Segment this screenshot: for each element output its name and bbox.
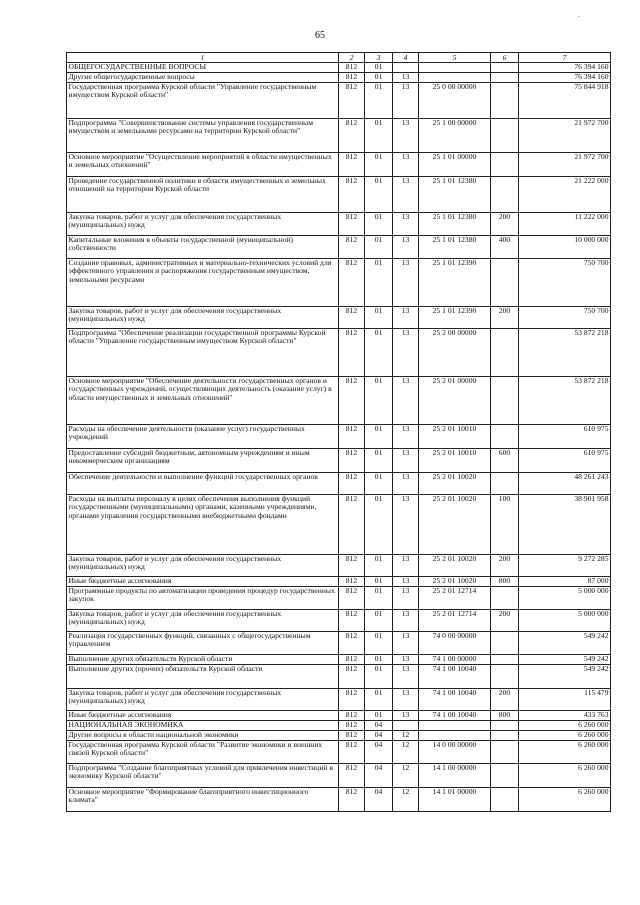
table-row [67, 787, 611, 811]
row-section-code: 01 [365, 152, 393, 176]
row-expense-type-code: 100 [491, 494, 519, 554]
row-amount: 115 479 [519, 688, 611, 710]
row-section-code: 01 [365, 82, 393, 118]
row-amount: 38 901 958 [519, 494, 611, 554]
row-amount: 549 242 [519, 654, 611, 664]
row-section-code: 04 [365, 763, 393, 787]
row-name: Иные бюджетные ассигнования [67, 710, 339, 720]
row-name: Государственная программа Курской области "Развитие экономики и внешних связей Курской области" [67, 740, 339, 763]
row-ministry-code: 812 [339, 424, 365, 448]
row-subsection-code: 13 [393, 609, 419, 631]
row-name: Программные продукты по автоматизации проведения процедур государственных закупок [67, 586, 339, 609]
row-subsection-code: 13 [393, 710, 419, 720]
row-amount: 610 975 [519, 448, 611, 472]
row-ministry-code: 812 [339, 787, 365, 811]
row-section-code: 04 [365, 720, 393, 730]
row-name: Выполнение других (прочих) обязательств Курской области [67, 664, 339, 688]
row-name: Расходы на обеспечение деятельности (оказание услуг) государственных учреждений [67, 424, 339, 448]
row-section-code: 01 [365, 554, 393, 576]
row-subsection-code: 13 [393, 118, 419, 152]
row-subsection-code: 12 [393, 787, 419, 811]
column-number: 1 [67, 53, 339, 63]
row-subsection-code [393, 720, 419, 730]
corner-mark: . [578, 10, 580, 19]
row-target-code: 25 1 01 12390 [419, 306, 491, 328]
row-amount: 48 261 243 [519, 472, 611, 494]
row-name: Закупка товаров, работ и услуг для обеспечения государственных (муниципальных) нужд [67, 609, 339, 631]
row-subsection-code: 13 [393, 376, 419, 424]
row-expense-type-code [491, 82, 519, 118]
column-number: 6 [491, 53, 519, 63]
row-expense-type-code [491, 424, 519, 448]
row-subsection-code: 13 [393, 306, 419, 328]
row-target-code: 74 1 00 10040 [419, 710, 491, 720]
row-expense-type-code [491, 664, 519, 688]
row-expense-type-code [491, 740, 519, 763]
row-target-code: 25 2 01 10020 [419, 494, 491, 554]
row-name: Подпрограмма "Обеспечение реализации государственной программы Курской области "Управление государственным имуществом Курской области" [67, 328, 339, 376]
row-ministry-code: 812 [339, 72, 365, 82]
row-name: Закупка товаров, работ и услуг для обеспечения государственных (муниципальных) нужд [67, 554, 339, 576]
row-target-code: 25 2 01 10010 [419, 448, 491, 472]
row-name: Государственная программа Курской области "Управление государственным имуществом Курской области" [67, 82, 339, 118]
row-ministry-code: 812 [339, 306, 365, 328]
row-expense-type-code: 200 [491, 306, 519, 328]
row-target-code [419, 63, 491, 73]
table-row [67, 63, 611, 73]
row-ministry-code: 812 [339, 472, 365, 494]
table-row [67, 82, 611, 118]
table-row [67, 554, 611, 576]
row-amount: 6 260 000 [519, 740, 611, 763]
row-section-code: 01 [365, 654, 393, 664]
row-section-code: 01 [365, 306, 393, 328]
row-ministry-code: 812 [339, 212, 365, 235]
page-number: 65 [315, 30, 325, 41]
row-target-code: 74 1 00 00000 [419, 654, 491, 664]
row-subsection-code: 12 [393, 740, 419, 763]
row-name: Основное мероприятие "Осуществление мероприятий в области имущественных и земельных отношений" [67, 152, 339, 176]
row-ministry-code: 812 [339, 118, 365, 152]
row-ministry-code: 812 [339, 176, 365, 212]
row-amount: 750 700 [519, 306, 611, 328]
row-expense-type-code: 200 [491, 554, 519, 576]
row-ministry-code: 812 [339, 258, 365, 306]
row-amount: 610 975 [519, 424, 611, 448]
row-target-code: 25 1 01 12380 [419, 176, 491, 212]
row-target-code: 14 1 01 00000 [419, 787, 491, 811]
row-target-code: 25 2 01 00000 [419, 376, 491, 424]
row-target-code: 25 1 01 12380 [419, 212, 491, 235]
row-name: Подпрограмма "Совершенствование системы управления государственным имуществом и земельными ресурсами на территории Курской области" [67, 118, 339, 152]
row-target-code: 25 0 00 00000 [419, 82, 491, 118]
row-name: Подпрограмма "Создание благоприятных условий для привлечения инвестиций в экономику Курской области" [67, 763, 339, 787]
row-subsection-code: 13 [393, 688, 419, 710]
row-section-code: 01 [365, 118, 393, 152]
row-expense-type-code [491, 72, 519, 82]
row-ministry-code: 812 [339, 235, 365, 258]
row-section-code: 01 [365, 586, 393, 609]
table-row [67, 376, 611, 424]
row-amount: 5 000 000 [519, 586, 611, 609]
row-amount: 5 000 000 [519, 609, 611, 631]
row-expense-type-code [491, 763, 519, 787]
row-target-code [419, 72, 491, 82]
row-section-code: 01 [365, 609, 393, 631]
table-row [67, 576, 611, 586]
row-expense-type-code: 200 [491, 212, 519, 235]
row-name: Расходы на выплаты персоналу в целях обеспечения выполнения функций государственными (муниципальными) органами, казенными учреждениями, органами управления государственными внебюджетными фондами [67, 494, 339, 554]
row-ministry-code: 812 [339, 554, 365, 576]
row-amount: 433 763 [519, 710, 611, 720]
row-expense-type-code [491, 176, 519, 212]
row-amount: 21 972 700 [519, 152, 611, 176]
column-number: 4 [393, 53, 419, 63]
row-name: Основное мероприятие "Формирование благоприятного инвестиционного климата" [67, 787, 339, 811]
table-row [67, 494, 611, 554]
table-row [67, 710, 611, 720]
row-expense-type-code [491, 787, 519, 811]
row-amount: 21 972 700 [519, 118, 611, 152]
row-subsection-code: 13 [393, 586, 419, 609]
row-expense-type-code [491, 328, 519, 376]
row-section-code: 04 [365, 740, 393, 763]
row-ministry-code: 812 [339, 730, 365, 740]
row-expense-type-code: 800 [491, 710, 519, 720]
table-row [67, 258, 611, 306]
column-number: 7 [519, 53, 611, 63]
table-row [67, 720, 611, 730]
table-row [67, 212, 611, 235]
row-section-code: 01 [365, 212, 393, 235]
row-expense-type-code [491, 631, 519, 654]
row-expense-type-code: 400 [491, 235, 519, 258]
row-section-code: 01 [365, 688, 393, 710]
row-section-code: 01 [365, 235, 393, 258]
table-row [67, 631, 611, 654]
row-ministry-code: 812 [339, 664, 365, 688]
row-name: Создание правовых, административных и материально-технических условий для эффективного управления и распоряжения государственным имуществом, земельными ресурсами [67, 258, 339, 306]
row-amount: 750 700 [519, 258, 611, 306]
row-target-code: 74 1 00 10040 [419, 664, 491, 688]
row-expense-type-code [491, 654, 519, 664]
row-target-code [419, 720, 491, 730]
row-ministry-code: 812 [339, 494, 365, 554]
table-row [67, 654, 611, 664]
row-ministry-code: 812 [339, 576, 365, 586]
row-section-code: 01 [365, 63, 393, 73]
row-ministry-code: 812 [339, 710, 365, 720]
row-amount: 87 000 [519, 576, 611, 586]
row-ministry-code: 812 [339, 82, 365, 118]
row-ministry-code: 812 [339, 63, 365, 73]
row-target-code: 25 2 01 10020 [419, 472, 491, 494]
row-target-code: 74 0 00 00000 [419, 631, 491, 654]
row-expense-type-code [491, 152, 519, 176]
table-row [67, 472, 611, 494]
row-expense-type-code [491, 730, 519, 740]
row-expense-type-code [491, 118, 519, 152]
row-amount: 6 260 000 [519, 763, 611, 787]
table-row [67, 176, 611, 212]
row-amount: 53 872 218 [519, 328, 611, 376]
table-row [67, 740, 611, 763]
row-amount: 10 000 000 [519, 235, 611, 258]
row-subsection-code: 13 [393, 212, 419, 235]
row-subsection-code: 13 [393, 494, 419, 554]
row-name: Реализация государственных функций, связанных с общегосударственным управлением [67, 631, 339, 654]
row-subsection-code: 13 [393, 258, 419, 306]
row-subsection-code: 13 [393, 472, 419, 494]
row-section-code: 01 [365, 472, 393, 494]
row-expense-type-code: 200 [491, 609, 519, 631]
table-row [67, 730, 611, 740]
row-target-code: 25 2 01 10020 [419, 554, 491, 576]
row-target-code: 25 2 01 10010 [419, 424, 491, 448]
row-name: Другие вопросы в области национальной экономики [67, 730, 339, 740]
budget-table-body [67, 53, 611, 812]
row-target-code: 25 1 01 12390 [419, 258, 491, 306]
row-amount: 549 242 [519, 631, 611, 654]
row-subsection-code: 13 [393, 328, 419, 376]
row-name: Иные бюджетные ассигнования [67, 576, 339, 586]
row-ministry-code: 812 [339, 631, 365, 654]
row-expense-type-code: 600 [491, 448, 519, 472]
row-ministry-code: 812 [339, 328, 365, 376]
row-name: Закупка товаров, работ и услуг для обеспечения государственных (муниципальных) нужд [67, 212, 339, 235]
row-ministry-code: 812 [339, 376, 365, 424]
row-subsection-code: 13 [393, 424, 419, 448]
row-ministry-code: 812 [339, 654, 365, 664]
row-subsection-code: 13 [393, 82, 419, 118]
row-target-code: 25 2 01 12714 [419, 609, 491, 631]
row-amount: 6 260 000 [519, 730, 611, 740]
row-expense-type-code [491, 720, 519, 730]
row-amount: 549 242 [519, 664, 611, 688]
row-name: Предоставление субсидий бюджетным, автономным учреждениям и иным некоммерческим организациям [67, 448, 339, 472]
row-ministry-code: 812 [339, 609, 365, 631]
row-section-code: 01 [365, 176, 393, 212]
row-amount: 76 394 160 [519, 63, 611, 73]
row-name: Проведение государственной политики в области имущественных и земельных отношений на территории Курской области [67, 176, 339, 212]
row-subsection-code: 12 [393, 763, 419, 787]
row-section-code: 01 [365, 576, 393, 586]
table-row [67, 688, 611, 710]
row-name: Обеспечение деятельности и выполнение функций государственных органов [67, 472, 339, 494]
row-section-code: 01 [365, 424, 393, 448]
row-subsection-code: 13 [393, 152, 419, 176]
row-amount: 53 872 218 [519, 376, 611, 424]
row-section-code: 04 [365, 730, 393, 740]
budget-table [66, 52, 611, 812]
row-amount: 9 272 285 [519, 554, 611, 576]
row-subsection-code: 13 [393, 664, 419, 688]
row-name: Основное мероприятие "Обеспечение деятельности государственных органов и государственных учреждений, осуществляющих деятельность (оказание услуг) в области имущественных и земельных отношений" [67, 376, 339, 424]
row-subsection-code: 12 [393, 730, 419, 740]
row-name: Закупка товаров, работ и услуг для обеспечения государственных (муниципальных) нужд [67, 306, 339, 328]
table-row [67, 118, 611, 152]
column-number: 2 [339, 53, 365, 63]
row-name: Закупка товаров, работ и услуг для обеспечения государственных (муниципальных) нужд [67, 688, 339, 710]
row-section-code: 01 [365, 258, 393, 306]
row-subsection-code: 13 [393, 72, 419, 82]
table-row [67, 664, 611, 688]
row-target-code: 25 1 00 00000 [419, 118, 491, 152]
column-number-row [67, 53, 611, 63]
table-row [67, 328, 611, 376]
row-target-code: 14 1 00 00000 [419, 763, 491, 787]
row-section-code: 01 [365, 328, 393, 376]
column-number: 3 [365, 53, 393, 63]
table-row [67, 586, 611, 609]
row-ministry-code: 812 [339, 740, 365, 763]
row-section-code: 01 [365, 376, 393, 424]
row-subsection-code: 13 [393, 554, 419, 576]
row-target-code: 25 1 01 00000 [419, 152, 491, 176]
row-amount: 6 260 000 [519, 720, 611, 730]
table-row [67, 306, 611, 328]
row-name: НАЦИОНАЛЬНАЯ ЭКОНОМИКА [67, 720, 339, 730]
table-row [67, 763, 611, 787]
row-ministry-code: 812 [339, 688, 365, 710]
row-amount: 75 844 918 [519, 82, 611, 118]
table-row [67, 72, 611, 82]
row-expense-type-code: 200 [491, 688, 519, 710]
row-name: Другие общегосударственные вопросы [67, 72, 339, 82]
row-target-code: 25 2 01 12714 [419, 586, 491, 609]
row-name: ОБЩЕГОСУДАРСТВЕННЫЕ ВОПРОСЫ [67, 63, 339, 73]
row-amount: 76 394 160 [519, 72, 611, 82]
row-section-code: 01 [365, 664, 393, 688]
row-section-code: 01 [365, 448, 393, 472]
row-target-code: 14 0 00 00000 [419, 740, 491, 763]
row-subsection-code: 13 [393, 654, 419, 664]
row-ministry-code: 812 [339, 763, 365, 787]
row-amount: 21 222 000 [519, 176, 611, 212]
row-target-code: 74 1 00 10040 [419, 688, 491, 710]
row-section-code: 01 [365, 72, 393, 82]
row-name: Выполнение других обязательств Курской области [67, 654, 339, 664]
row-target-code: 25 1 01 12380 [419, 235, 491, 258]
row-amount: 11 222 000 [519, 212, 611, 235]
row-subsection-code: 13 [393, 576, 419, 586]
row-section-code: 04 [365, 787, 393, 811]
row-ministry-code: 812 [339, 720, 365, 730]
table-row [67, 448, 611, 472]
row-section-code: 01 [365, 494, 393, 554]
row-ministry-code: 812 [339, 586, 365, 609]
row-subsection-code: 13 [393, 235, 419, 258]
table-row [67, 152, 611, 176]
table-row [67, 235, 611, 258]
row-expense-type-code: 800 [491, 576, 519, 586]
row-target-code: 25 2 01 10020 [419, 576, 491, 586]
row-subsection-code: 13 [393, 448, 419, 472]
row-section-code: 01 [365, 710, 393, 720]
row-subsection-code: 13 [393, 176, 419, 212]
row-ministry-code: 812 [339, 448, 365, 472]
row-section-code: 01 [365, 631, 393, 654]
row-expense-type-code [491, 258, 519, 306]
row-expense-type-code [491, 586, 519, 609]
row-target-code: 25 2 00 00000 [419, 328, 491, 376]
row-expense-type-code [491, 472, 519, 494]
row-subsection-code: 13 [393, 631, 419, 654]
column-number: 5 [419, 53, 491, 63]
row-expense-type-code [491, 376, 519, 424]
row-ministry-code: 812 [339, 152, 365, 176]
table-row [67, 424, 611, 448]
row-expense-type-code [491, 63, 519, 73]
row-name: Капитальные вложения в объекты государственной (муниципальной) собственности [67, 235, 339, 258]
row-amount: 6 260 000 [519, 787, 611, 811]
row-subsection-code [393, 63, 419, 73]
table-row [67, 609, 611, 631]
row-target-code [419, 730, 491, 740]
